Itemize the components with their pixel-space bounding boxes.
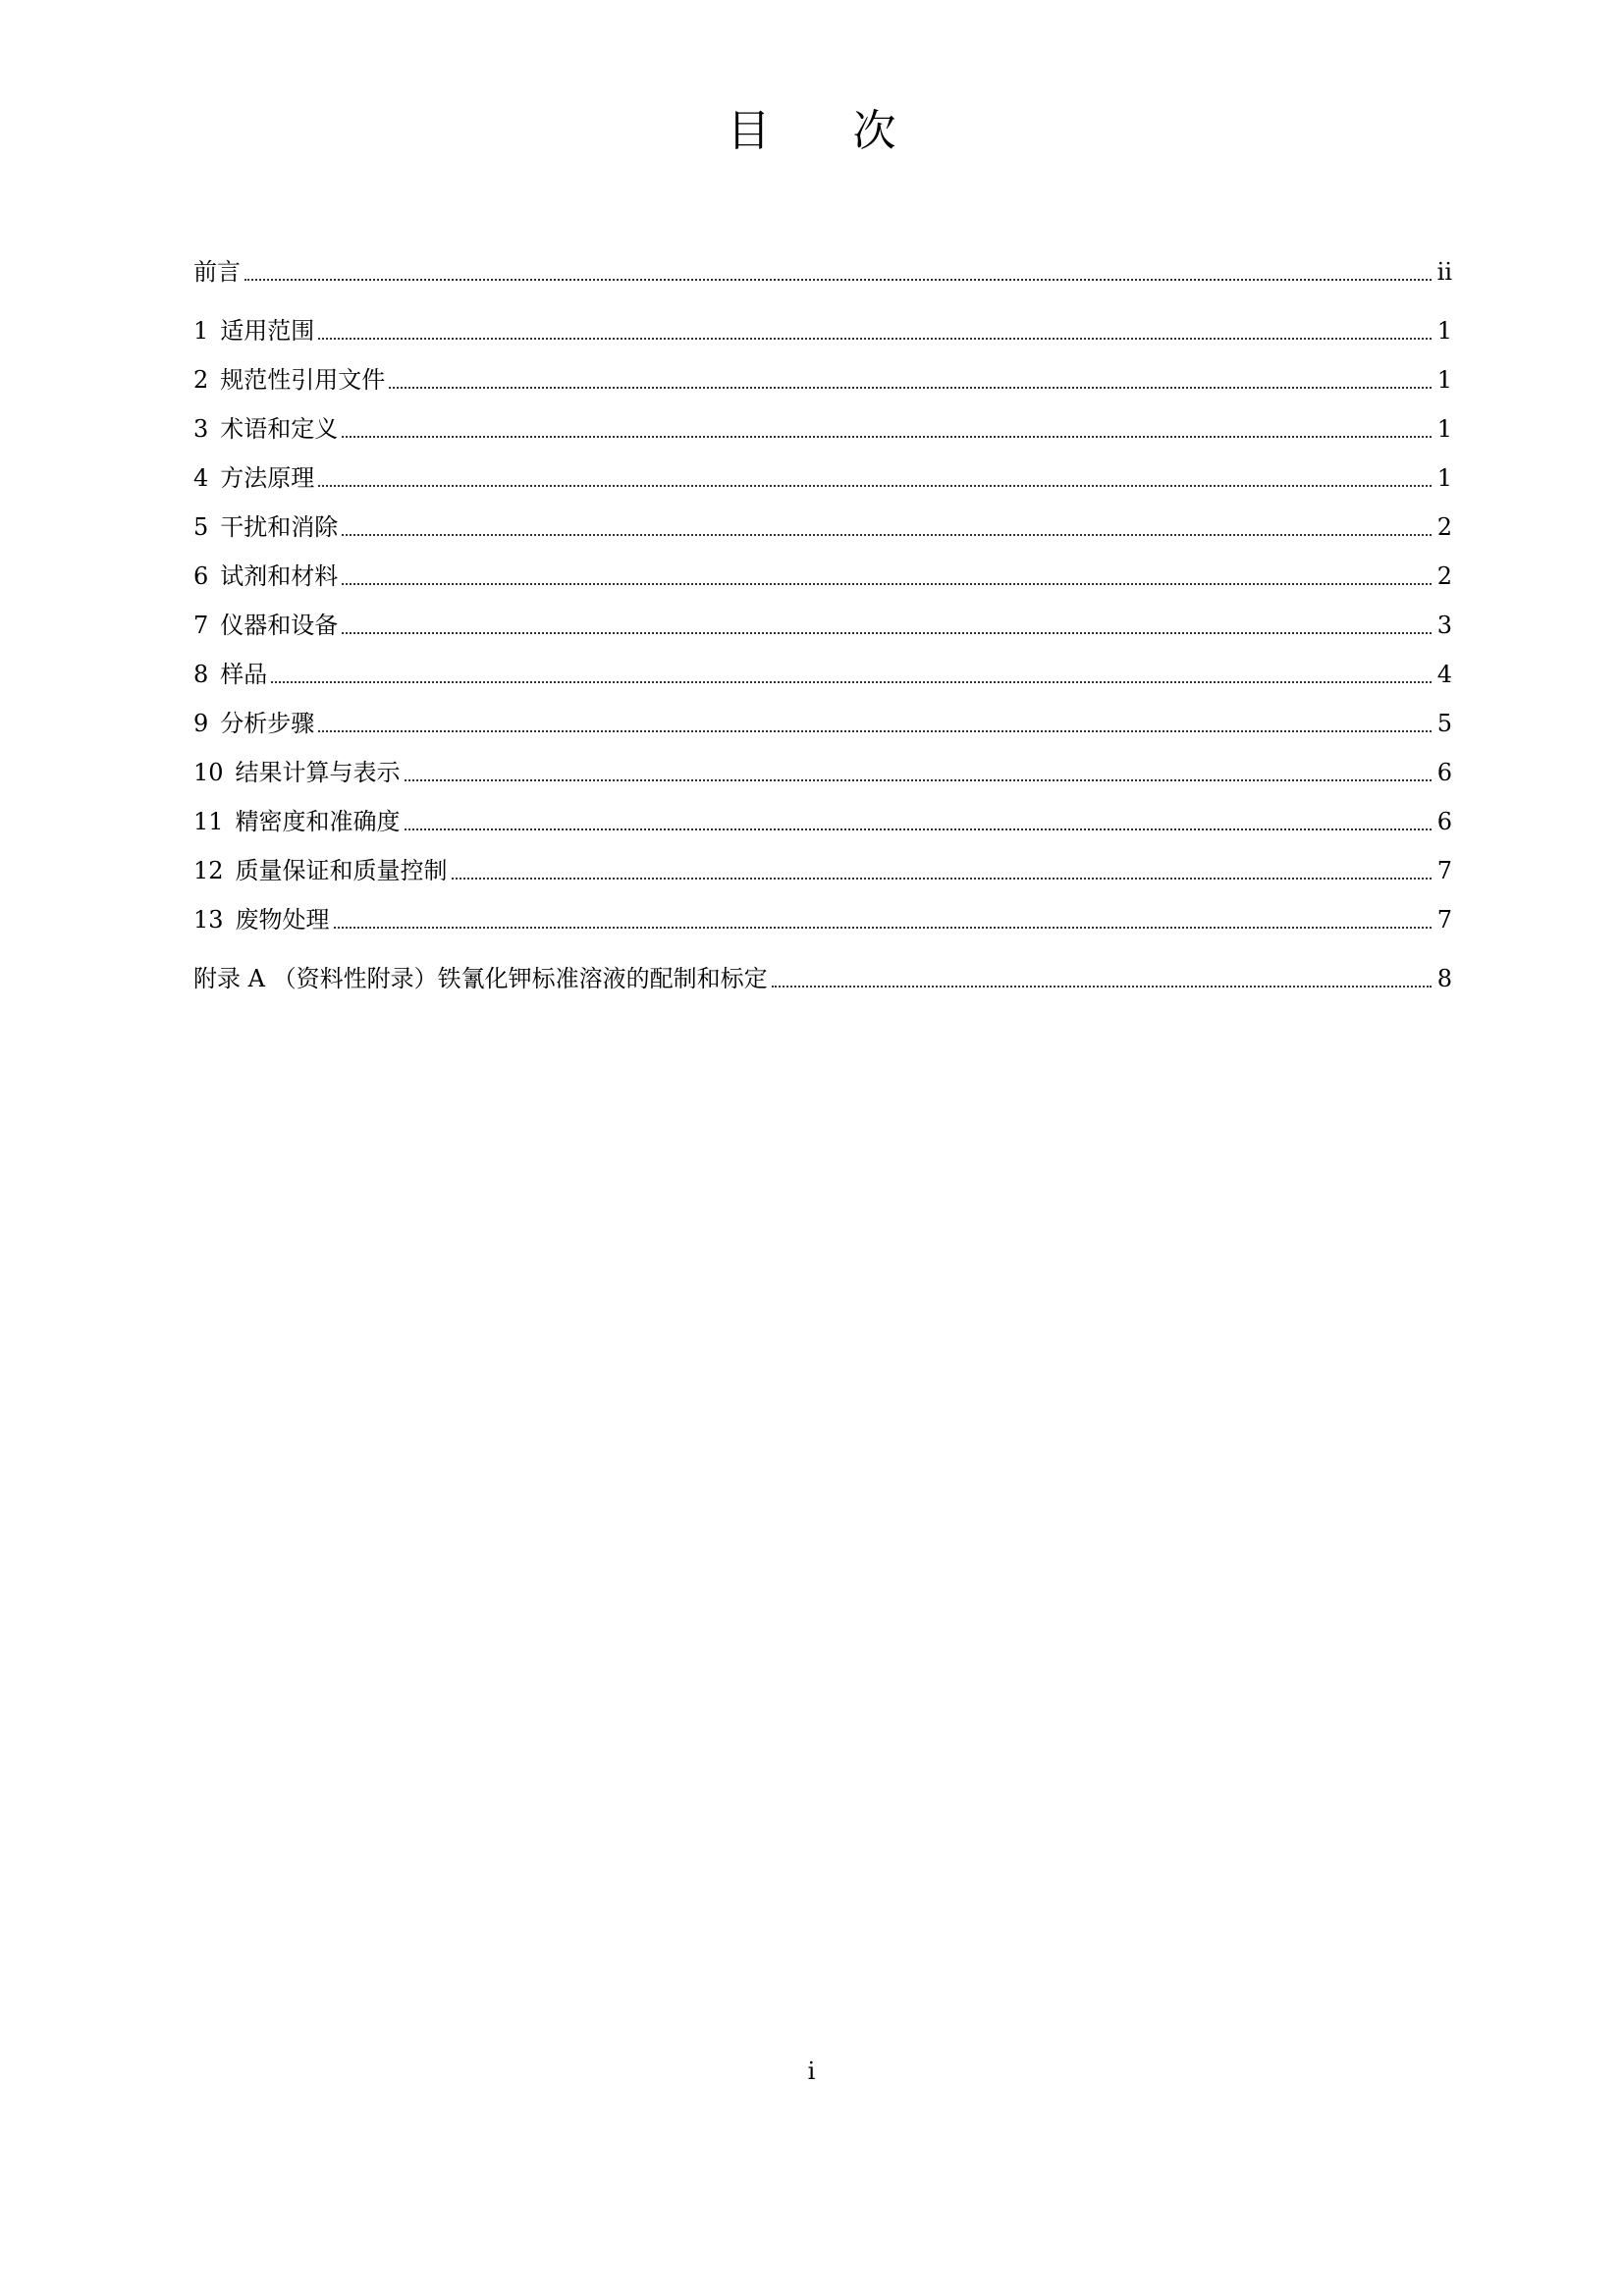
toc-entry-label: 试剂和材料 [220,562,339,590]
toc-entry-page: 5 [1436,710,1452,737]
toc-entry-label: 废物处理 [235,906,330,934]
toc-entry-page: 6 [1436,759,1452,786]
toc-entry-label: 适用范围 [220,317,315,345]
toc-entry-page: 2 [1436,513,1452,541]
toc-leader-dots [772,986,1432,988]
toc-leader-dots [342,436,1431,438]
toc-entry-number: 5 [193,513,209,541]
toc-entry-label: 规范性引用文件 [220,366,386,394]
toc-entry-number: 1 [193,317,209,345]
toc-leader-dots [271,681,1431,683]
toc-entry-foreword[interactable] [193,253,1452,289]
toc-entry-8[interactable] [193,656,1452,691]
toc-entry-page: 1 [1436,464,1452,492]
toc-entry-1[interactable] [193,312,1452,347]
toc-leader-dots [334,927,1432,929]
toc-entry-number: 3 [193,415,209,443]
toc-entry-number: 11 [193,808,224,835]
page-title-char-1: 目 [727,106,771,156]
toc-entry-3[interactable] [193,410,1452,446]
toc-entry-page: 1 [1436,366,1452,394]
toc-entry-2[interactable] [193,361,1452,397]
toc-entry-page: ii [1436,258,1452,286]
toc-entry-label: 精密度和准确度 [235,808,401,835]
toc-entry-number: 12 [193,857,224,884]
toc-entry-label: 前言 [193,258,241,286]
toc-leader-dots [342,632,1431,634]
page-title-char-2: 次 [852,106,896,156]
toc-entry-number: 13 [193,906,224,934]
toc-entry-page: 7 [1436,857,1452,884]
toc-entry-label: 方法原理 [220,464,315,492]
toc-entry-label: 分析步骤 [220,710,315,737]
toc-entry-page: 1 [1436,415,1452,443]
toc-entry-12[interactable] [193,852,1452,887]
toc-leader-dots [389,387,1431,389]
toc-entry-label: 术语和定义 [220,415,339,443]
toc-entry-label: 干扰和消除 [220,513,339,541]
toc-entry-page: 2 [1436,562,1452,590]
toc-entry-page: 4 [1436,661,1452,688]
toc-leader-dots [244,279,1432,281]
toc-entry-label: 仪器和设备 [220,612,339,639]
toc-entry-number: 9 [193,710,209,737]
page-title [0,102,1623,161]
toc-leader-dots [405,828,1432,830]
toc-entry-label: 质量保证和质量控制 [235,857,448,884]
toc-entry-number: 10 [193,759,224,786]
toc-entry-number: 8 [193,661,209,688]
toc-entry-9[interactable] [193,705,1452,740]
toc-entry-10[interactable] [193,754,1452,789]
toc-entry-7[interactable] [193,607,1452,642]
toc-entry-11[interactable] [193,803,1452,838]
toc-leader-dots [318,730,1431,732]
toc-leader-dots [452,878,1432,880]
toc-entry-4[interactable] [193,459,1452,495]
toc-entry-number: 7 [193,612,209,639]
toc-entry-page: 1 [1436,317,1452,345]
toc-leader-dots [318,338,1431,340]
toc-entry-number: 6 [193,562,209,590]
toc-entry-number: 4 [193,464,209,492]
toc-entry-label: 样品 [220,661,268,688]
page-number: i [807,2057,816,2085]
toc-entry-page: 7 [1436,906,1452,934]
toc-leader-dots [342,534,1431,536]
toc-entry-13[interactable] [193,901,1452,936]
toc-entry-label: 附录 A （资料性附录）铁氰化钾标准溶液的配制和标定 [193,965,768,992]
toc-entry-page: 3 [1436,612,1452,639]
toc-entry-number: 2 [193,366,209,394]
toc-entry-page: 8 [1436,965,1452,992]
toc-leader-dots [342,583,1431,585]
toc-leader-dots [318,485,1431,487]
toc-leader-dots [405,779,1432,781]
toc-entry-label: 结果计算与表示 [235,759,401,786]
toc-entry-5[interactable] [193,508,1452,544]
toc-entry-appendix-a[interactable] [193,960,1452,995]
toc-entry-page: 6 [1436,808,1452,835]
toc-entry-6[interactable] [193,558,1452,593]
